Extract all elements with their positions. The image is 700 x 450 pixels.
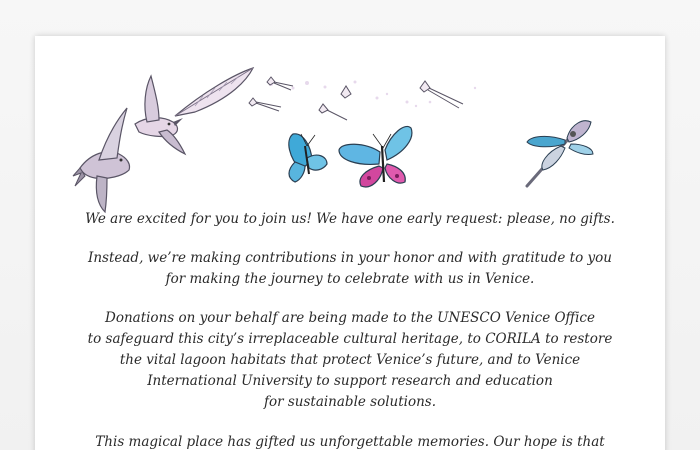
text-line: the vital lagoon habitats that protect Venice’s future, and to Venice — [119, 352, 581, 368]
text-line: We are excited for you to join us! We have one early request: please, no gifts. — [85, 211, 615, 227]
invitation-card — [35, 36, 665, 450]
paragraph-contributions — [35, 248, 665, 290]
bird-icon — [73, 108, 130, 212]
paragraph-donations — [35, 308, 665, 413]
text-line: to safeguard this city’s irreplaceable cultural heritage, to CORILA to restore — [87, 331, 613, 347]
text-line: Donations on your behalf are being made to the UNESCO Venice Office — [105, 310, 595, 326]
paragraph-memories — [35, 432, 665, 450]
text-line: Instead, we’re making contributions in your honor and with gratitude to you — [88, 250, 612, 266]
text-line: International University to support research and education — [147, 373, 553, 389]
feather-icon — [175, 68, 253, 116]
butterfly-icon — [289, 134, 327, 182]
text-line: for sustainable solutions. — [263, 394, 437, 410]
text-line: for making the journey to celebrate with us in Venice. — [165, 271, 535, 287]
shooting-star-icon — [249, 77, 463, 120]
paragraph-no-gifts — [35, 209, 665, 230]
sparkle-dots — [269, 81, 476, 108]
text-line: This magical place has gifted us unforgettable memories. Our hope is that — [95, 434, 605, 450]
dragonfly-icon — [527, 121, 593, 186]
butterfly-icon — [339, 126, 412, 186]
decorative-illustration — [35, 36, 665, 216]
